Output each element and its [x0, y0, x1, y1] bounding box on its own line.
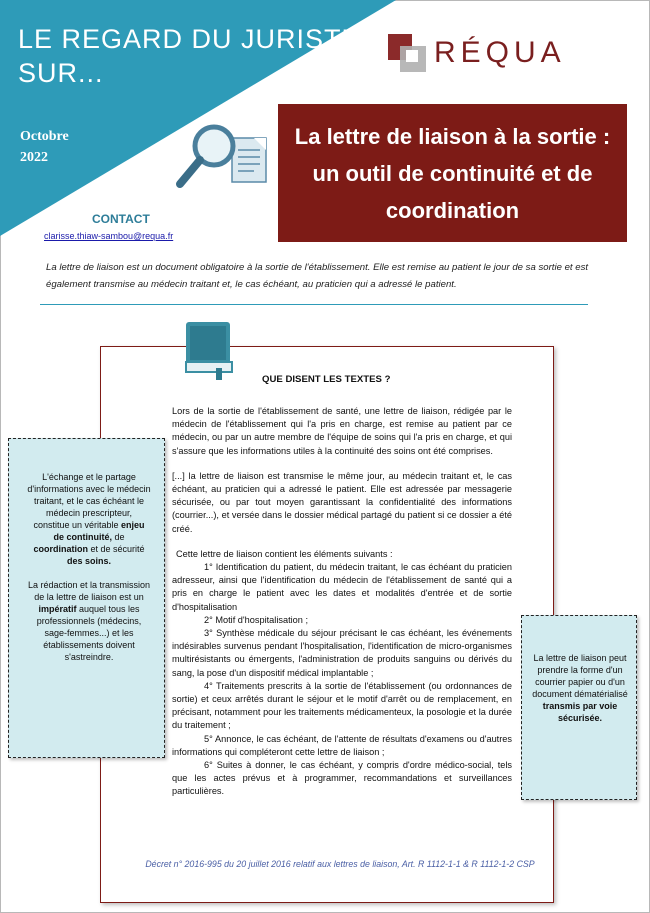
texts-paragraph-1: Lors de la sortie de l'établissement de santé, une lettre de liaison, rédigée par le médecin de l'établissement qui l'a pris en charge, est remise au patient par ce médecin, ou par un autre membre de l'équipe de soins qui l'a pris en charge, et qui s'assure que les informations utiles à la continuité des soins ont été comprises.	[172, 406, 512, 456]
list-intro: Cette lettre de liaison contient les éléments suivants :	[176, 548, 393, 559]
contact-email-link[interactable]: clarisse.thiaw-sambou@requa.fr	[44, 231, 174, 241]
right-callout-box	[521, 615, 637, 800]
book-icon	[180, 318, 238, 380]
header-date: Octobre 2022	[20, 129, 69, 165]
left-callout-paragraph-1: L'échange et le partage d'informations avec le médecin traitant, et le cas échéant le médecin prescripteur, constitue un véritable enjeu de continuité, de coordination et de sécurité des soins.	[27, 472, 151, 566]
header-title: LE REGARD DU JURISTE SUR...	[18, 24, 361, 88]
requa-logo	[388, 30, 618, 78]
magnifier-document-icon	[170, 120, 280, 200]
decree-reference: Décret n° 2016-995 du 20 juillet 2016 relatif aux lettres de liaison, Art. R 1112-1-1 & R 1112-1-2 CSP	[145, 859, 535, 869]
list-item-1: 1° Identification du patient, du médecin traitant, le cas échéant du praticien adresseur, ainsi que l'identification du médecin de l'établissement de santé qui a pris en charge le patient avec les dates et modalités d'entrée et de sortie d'hospitalisation	[172, 562, 512, 612]
texts-body	[172, 405, 512, 799]
left-callout-box	[8, 438, 165, 758]
left-callout-paragraph-2: La rédaction et la transmission de la lettre de liaison est un impératif auquel tous les professionnels (médecins, sage-femmes...) et les établissements doivent s'astreindre.	[27, 580, 151, 662]
texts-heading: QUE DISENT LES TEXTES ?	[262, 374, 391, 385]
title-banner	[278, 104, 627, 242]
contact-label: CONTACT	[92, 212, 150, 226]
intro-divider	[40, 304, 588, 305]
texts-paragraph-2: [...] la lettre de liaison est transmise le même jour, au médecin traitant et, le cas échéant, au praticien qui a adressé le patient. Elle est adressée par messagerie sécurisée, ou par tout moyen garantissant la confidentialité des informations (courrier...), et versée dans le dossier médical partagé du patient si ce dossier a été créé.	[172, 470, 512, 534]
list-item-4: 4° Traitements prescrits à la sortie de l'établissement (ou ordonnances de sortie) et ceux arrêtés durant le séjour et le motif d'arrêt ou de remplacement, en précisant, notamment pour les traitements médicamenteux, la posologie et la durée du traitement ;	[172, 680, 512, 731]
right-callout-text: La lettre de liaison peut prendre la forme d'un courrier papier ou d'un document dématérialisé transmis par voie sécurisée.	[532, 653, 628, 723]
list-item-3: 3° Synthèse médicale du séjour précisant le cas échéant, les événements indésirables survenus pendant l'hospitalisation, l'identification de micro-organismes multirésistants ou émergents, l'administration de produits sanguins ou dérivés du sang, la pose d'un dispositif médical implantable ;	[172, 628, 512, 678]
logo-text: RÉQUA	[434, 36, 566, 69]
document-title: La lettre de liaison à la sortie : un outil de continuité et de coordination	[294, 123, 611, 223]
list-item-5: 5° Annonce, le cas échéant, de l'attente de résultats d'examens ou d'autres informations qui compléteront cette lettre de liaison ;	[172, 733, 512, 757]
list-item-2: 2° Motif d'hospitalisation ;	[204, 614, 308, 625]
list-item-6: 6° Suites à donner, le cas échéant, y compris d'ordre médico-social, tels que les actes prévus et à programmer, recommandations et surveillances particulières.	[172, 760, 512, 797]
intro-paragraph: La lettre de liaison est un document obligatoire à la sortie de l'établissement. Elle est remise au patient le jour de sa sortie et est également transmise au médecin traitant et, le cas échéant, au praticien qui a adressé le patient.	[46, 262, 589, 290]
